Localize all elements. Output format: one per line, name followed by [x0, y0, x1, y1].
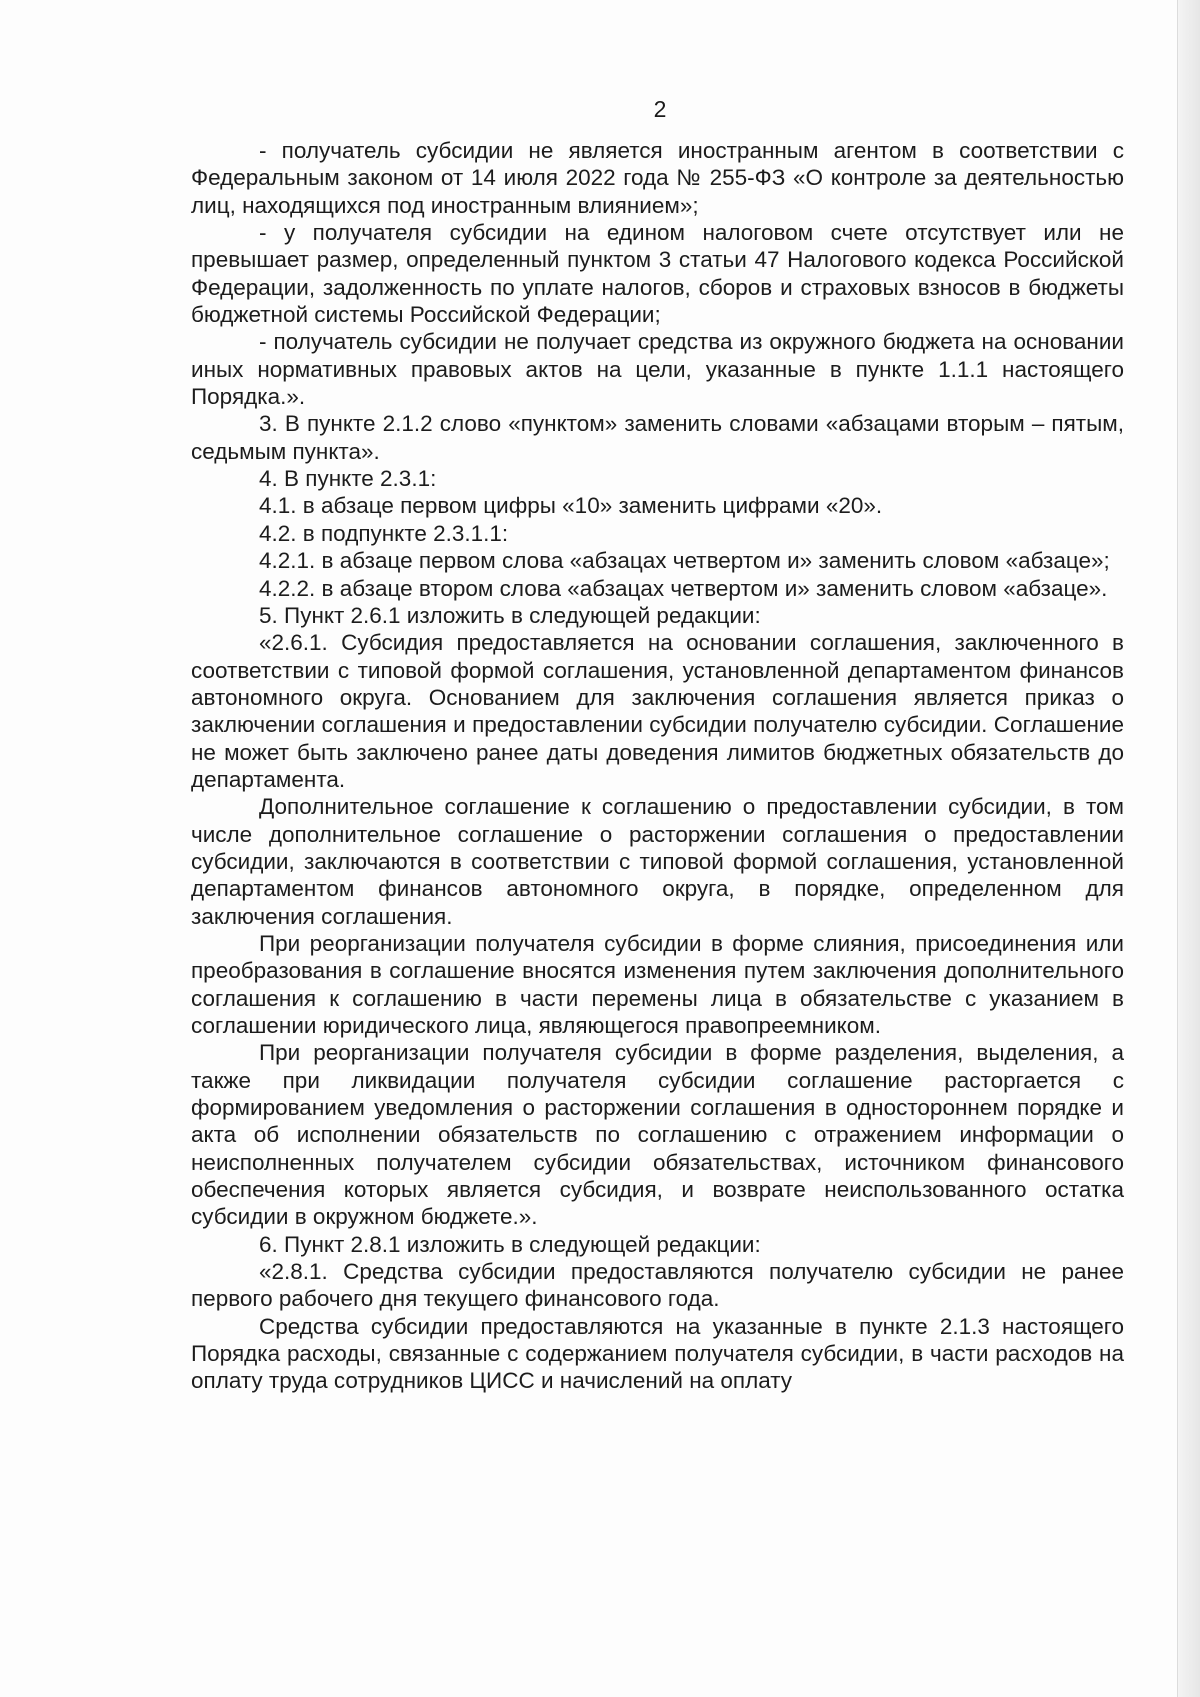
paragraph-1: - получатель субсидии не является иностранным агентом в соответствии с Федеральным законом от 14 июля 2022 года № 255-ФЗ «О контроле за деятельностью лиц, находящихся под иностранным влиянием»; — [191, 138, 1124, 218]
document-body — [191, 137, 1124, 1395]
paragraph-15: 6. Пункт 2.8.1 изложить в следующей редакции: — [259, 1231, 761, 1257]
paragraph-9: 4.2.2. в абзаце втором слова «абзацах четвертом и» заменить словом «абзаце». — [259, 575, 1108, 601]
page-edge-shadow — [1177, 0, 1200, 1697]
paragraph-11: «2.6.1. Субсидия предоставляется на основании соглашения, заключенного в соответствии с типовой формой соглашения, установленной департаментом финансов автономного округа. Основанием для заключения соглашения является приказ о заключении соглашения и предоставлении субсидии получателю субсидии. Соглашение не может быть заключено ранее даты доведения лимитов бюджетных обязательств до департамента. — [191, 630, 1124, 792]
paragraph-14: При реорганизации получателя субсидии в форме разделения, выделения, а также при ликвидации получателя субсидии соглашение расторгается с формированием уведомления о расторжении соглашения в одностороннем порядке и акта об исполнении обязательств по соглашению с отражением информации о неисполненных получателем субсидии обязательствах, источником финансового обеспечения которых является субсидия, и возврате неиспользованного остатка субсидии в окружном бюджете.». — [191, 1040, 1124, 1230]
paragraph-13: При реорганизации получателя субсидии в форме слияния, присоединения или преобразования в соглашение вносятся изменения путем заключения дополнительного соглашения к соглашению в части перемены лица в обязательстве с указанием в соглашении юридического лица, являющегося правопреемником. — [191, 930, 1124, 1038]
paragraph-8: 4.2.1. в абзаце первом слова «абзацах четвертом и» заменить словом «абзаце»; — [259, 548, 1110, 574]
paragraph-7: 4.2. в подпункте 2.3.1.1: — [259, 520, 509, 546]
paragraph-3: - получатель субсидии не получает средства из окружного бюджета на основании иных нормативных правовых актов на цели, указанные в пункте 1.1.1 настоящего Порядка.». — [191, 329, 1124, 410]
paragraph-17: Средства субсидии предоставляются на указанные в пункте 2.1.3 настоящего Порядка расходы, связанные с содержанием получателя субсидии, в части расходов на оплату труда сотрудников ЦИСС и начислений на оплату — [191, 1313, 1124, 1394]
page-number: 2 — [653, 96, 667, 122]
paragraph-4: 3. В пункте 2.1.2 слово «пунктом» заменить словами «абзацами вторым – пятым, седьмым пункта». — [191, 411, 1124, 464]
paragraph-10: 5. Пункт 2.6.1 изложить в следующей редакции: — [259, 602, 761, 628]
paragraph-6: 4.1. в абзаце первом цифры «10» заменить цифрами «20». — [259, 493, 883, 519]
paragraph-2: - у получателя субсидии на едином налоговом счете отсутствует или не превышает размер, определенный пунктом 3 статьи 47 Налогового кодекса Российской Федерации, задолженность по уплате налогов, сборов и страховых взносов в бюджеты бюджетной системы Российской Федерации; — [191, 220, 1124, 328]
paragraph-12: Дополнительное соглашение к соглашению о предоставлении субсидии, в том числе дополнительное соглашение о расторжении соглашения о предоставлении субсидии, заключаются в соответствии с типовой формой соглашения, установленной департаментом финансов автономного округа, в порядке, определенном для заключения соглашения. — [191, 794, 1124, 929]
paragraph-16: «2.8.1. Средства субсидии предоставляются получателю субсидии не ранее первого рабочего дня текущего финансового года. — [191, 1259, 1124, 1312]
paragraph-5: 4. В пункте 2.3.1: — [259, 466, 437, 492]
